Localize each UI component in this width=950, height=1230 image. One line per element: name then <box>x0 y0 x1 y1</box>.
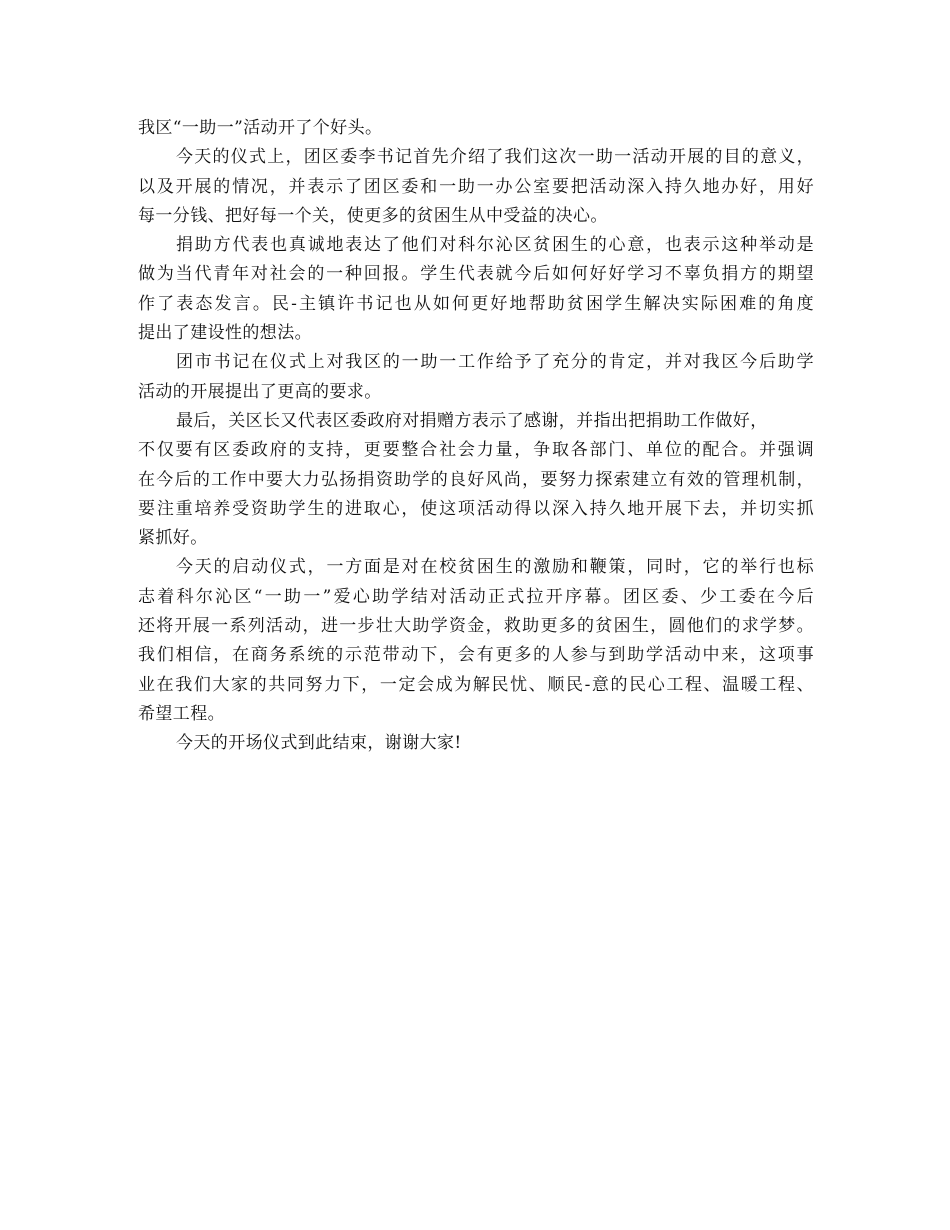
text-line: 业在我们大家的共同努力下，一定会成为解民忧、顺民-意的民心工程、温暖工程、 <box>138 674 814 695</box>
text-line: 在今后的工作中要大力弘扬捐资助学的良好风尚，要努力探索建立有效的管理机制， <box>138 469 814 490</box>
text-line: 希望工程。 <box>138 703 225 724</box>
text-line: 还将开展一系列活动，进一步壮大助学资金，救助更多的贫困生，圆他们的求学梦。 <box>138 616 814 637</box>
text-line: 每一分钱、把好每一个关，使更多的贫困生从中受益的决心。 <box>138 205 608 226</box>
text-line: 做为当代青年对社会的一种回报。学生代表就今后如何好好学习不辜负捐方的期望 <box>138 264 814 285</box>
text-line: 紧抓好。 <box>138 528 208 549</box>
text-line: 今天的仪式上，团区委李书记首先介绍了我们这次一助一活动开展的目的意义， <box>176 147 814 168</box>
text-line: 我们相信，在商务系统的示范带动下，会有更多的人参与到助学活动中来，这项事 <box>138 645 814 666</box>
text-line: 捐助方代表也真诚地表达了他们对科尔沁区贫困生的心意，也表示这种举动是 <box>176 235 814 256</box>
text-line: 最后，关区长又代表区委政府对捐赠方表示了感谢，并指出把捐助工作做好， <box>176 410 768 431</box>
document-body <box>138 114 814 759</box>
text-line: 提出了建设性的想法。 <box>138 323 312 344</box>
text-line: 今天的启动仪式，一方面是对在校贫困生的激励和鞭策，同时，它的举行也标 <box>176 557 814 578</box>
text-line: 不仅要有区委政府的支持，更要整合社会力量，争取各部门、单位的配合。并强调 <box>138 440 814 461</box>
text-line: 活动的开展提出了更高的要求。 <box>138 381 382 402</box>
text-line: 志着科尔沁区“一助一”爱心助学结对活动正式拉开序幕。团区委、少工委在今后 <box>138 586 814 607</box>
text-line: 以及开展的情况，并表示了团区委和一助一办公室要把活动深入持久地办好，用好 <box>138 176 814 197</box>
text-line: 团市书记在仪式上对我区的一助一工作给予了充分的肯定，并对我区今后助学 <box>176 352 814 373</box>
text-line: 我区“一助一”活动开了个好头。 <box>138 118 383 138</box>
text-line: 今天的开场仪式到此结束，谢谢大家! <box>176 733 462 754</box>
text-line: 要注重培养受资助学生的进取心，使这项活动得以深入持久地开展下去，并切实抓 <box>138 498 814 519</box>
text-line: 作了表态发言。民-主镇许书记也从如何更好地帮助贫困学生解决实际困难的角度 <box>138 293 814 314</box>
